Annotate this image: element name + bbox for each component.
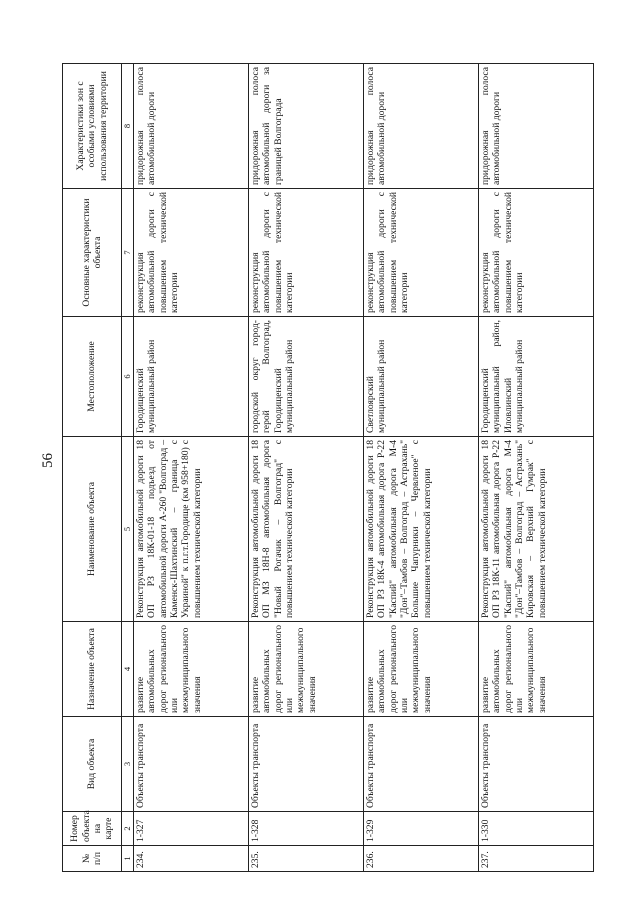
object-type: Объекты транспорта (479, 717, 594, 812)
object-location: Городищенский муниципальный район, Иловлинский муниципальный район (479, 317, 594, 437)
object-purpose: развитие автомобильных дорог регионального или межмуниципального значения (364, 622, 479, 717)
object-purpose: развитие автомобильных дорог регионального или межмуниципального значения (249, 622, 364, 717)
header-cell: Номер объекта на карте (63, 812, 122, 846)
object-purpose: развитие автомобильных дорог регионального или межмуниципального значения (134, 622, 249, 717)
object-type: Объекты транспорта (364, 717, 479, 812)
table-row (134, 64, 249, 872)
zone-characteristics: придорожная полоса автомобильной дороги за границей Волгограда (249, 64, 364, 189)
page-number: 56 (40, 453, 56, 468)
row-number: 235. (249, 846, 364, 872)
header-cell: Вид объекта (63, 717, 122, 812)
column-number: 5 (122, 437, 134, 622)
object-type: Объекты транспорта (249, 717, 364, 812)
zone-characteristics: придорожная полоса автомобильной дороги (364, 64, 479, 189)
object-characteristics: реконструкция автомобильной дороги с повышением технической категории (364, 189, 479, 317)
header-cell: Характеристики зон с особыми условиями использования территории (63, 64, 122, 189)
column-number: 3 (122, 717, 134, 812)
object-name: Реконструкция автомобильной дороги 18 ОП РЗ 18К-01-18 подъезд от автомобильной дороги А-260 "Волгоград – Каменск-Шахтинский – граница с Украиной" к п.г.т.Городище (км 958+180) с повышением технической категории (134, 437, 249, 622)
row-number: 237. (479, 846, 594, 872)
object-characteristics: реконструкция автомобильной дороги с повышением технической категории (134, 189, 249, 317)
column-number-row (122, 64, 134, 872)
object-name: Реконструкция автомобильной дороги 18 ОП РЗ 18К-11 автомобильная дорога Р-22 "Каспий" автомобильная дорога М-4 "Дон"–Тамбов – Волгоград – Астрахань" Кировская – Верхний Гумрак" с повышением технической категории (479, 437, 594, 622)
table-row (479, 64, 594, 872)
column-number: 2 (122, 812, 134, 846)
object-location: городской округ город-герой Волгоград, Городищенский муниципальный район (249, 317, 364, 437)
object-name: Реконструкция автомобильной дороги 18 ОП РЗ 18К-4 автомобильная дорога Р-22 "Каспий" автомобильная дорога М-4 "Дон"–Тамбов – Волгоград – Астрахань" Большие Чапурники – Червленое" с повышением технической категории (364, 437, 479, 622)
column-number: 1 (122, 846, 134, 872)
objects-table (62, 63, 594, 872)
header-cell: Основные характеристики объекта (63, 189, 122, 317)
map-number: 1-327 (134, 812, 249, 846)
map-number: 1-330 (479, 812, 594, 846)
column-number: 6 (122, 317, 134, 437)
object-location: Светлоярский муниципальный район (364, 317, 479, 437)
row-number: 234. (134, 846, 249, 872)
header-cell: № п/п (63, 846, 122, 872)
rotated-table-wrapper (62, 64, 622, 872)
header-cell: Наименование объекта (63, 437, 122, 622)
table-row (364, 64, 479, 872)
table-header-row (63, 64, 122, 872)
object-location: Городищенский муниципальный район (134, 317, 249, 437)
column-number: 7 (122, 189, 134, 317)
object-characteristics: реконструкция автомобильной дороги с повышением технической категории (479, 189, 594, 317)
map-number: 1-329 (364, 812, 479, 846)
object-characteristics: реконструкция автомобильной дороги с повышением технической категории (249, 189, 364, 317)
zone-characteristics: придорожная полоса автомобильной дороги (479, 64, 594, 189)
header-cell: Местоположение (63, 317, 122, 437)
zone-characteristics: придорожная полоса автомобильной дороги (134, 64, 249, 189)
map-number: 1-328 (249, 812, 364, 846)
column-number: 4 (122, 622, 134, 717)
object-type: Объекты транспорта (134, 717, 249, 812)
object-name: Реконструкция автомобильной дороги 18 ОП МЗ 18Н-8 автомобильная дорога "Новый Рогачик – Волгоград" с повышением технической категории (249, 437, 364, 622)
object-purpose: развитие автомобильных дорог регионального или межмуниципального значения (479, 622, 594, 717)
column-number: 8 (122, 64, 134, 189)
table-row (249, 64, 364, 872)
header-cell: Назначение объекта (63, 622, 122, 717)
row-number: 236. (364, 846, 479, 872)
